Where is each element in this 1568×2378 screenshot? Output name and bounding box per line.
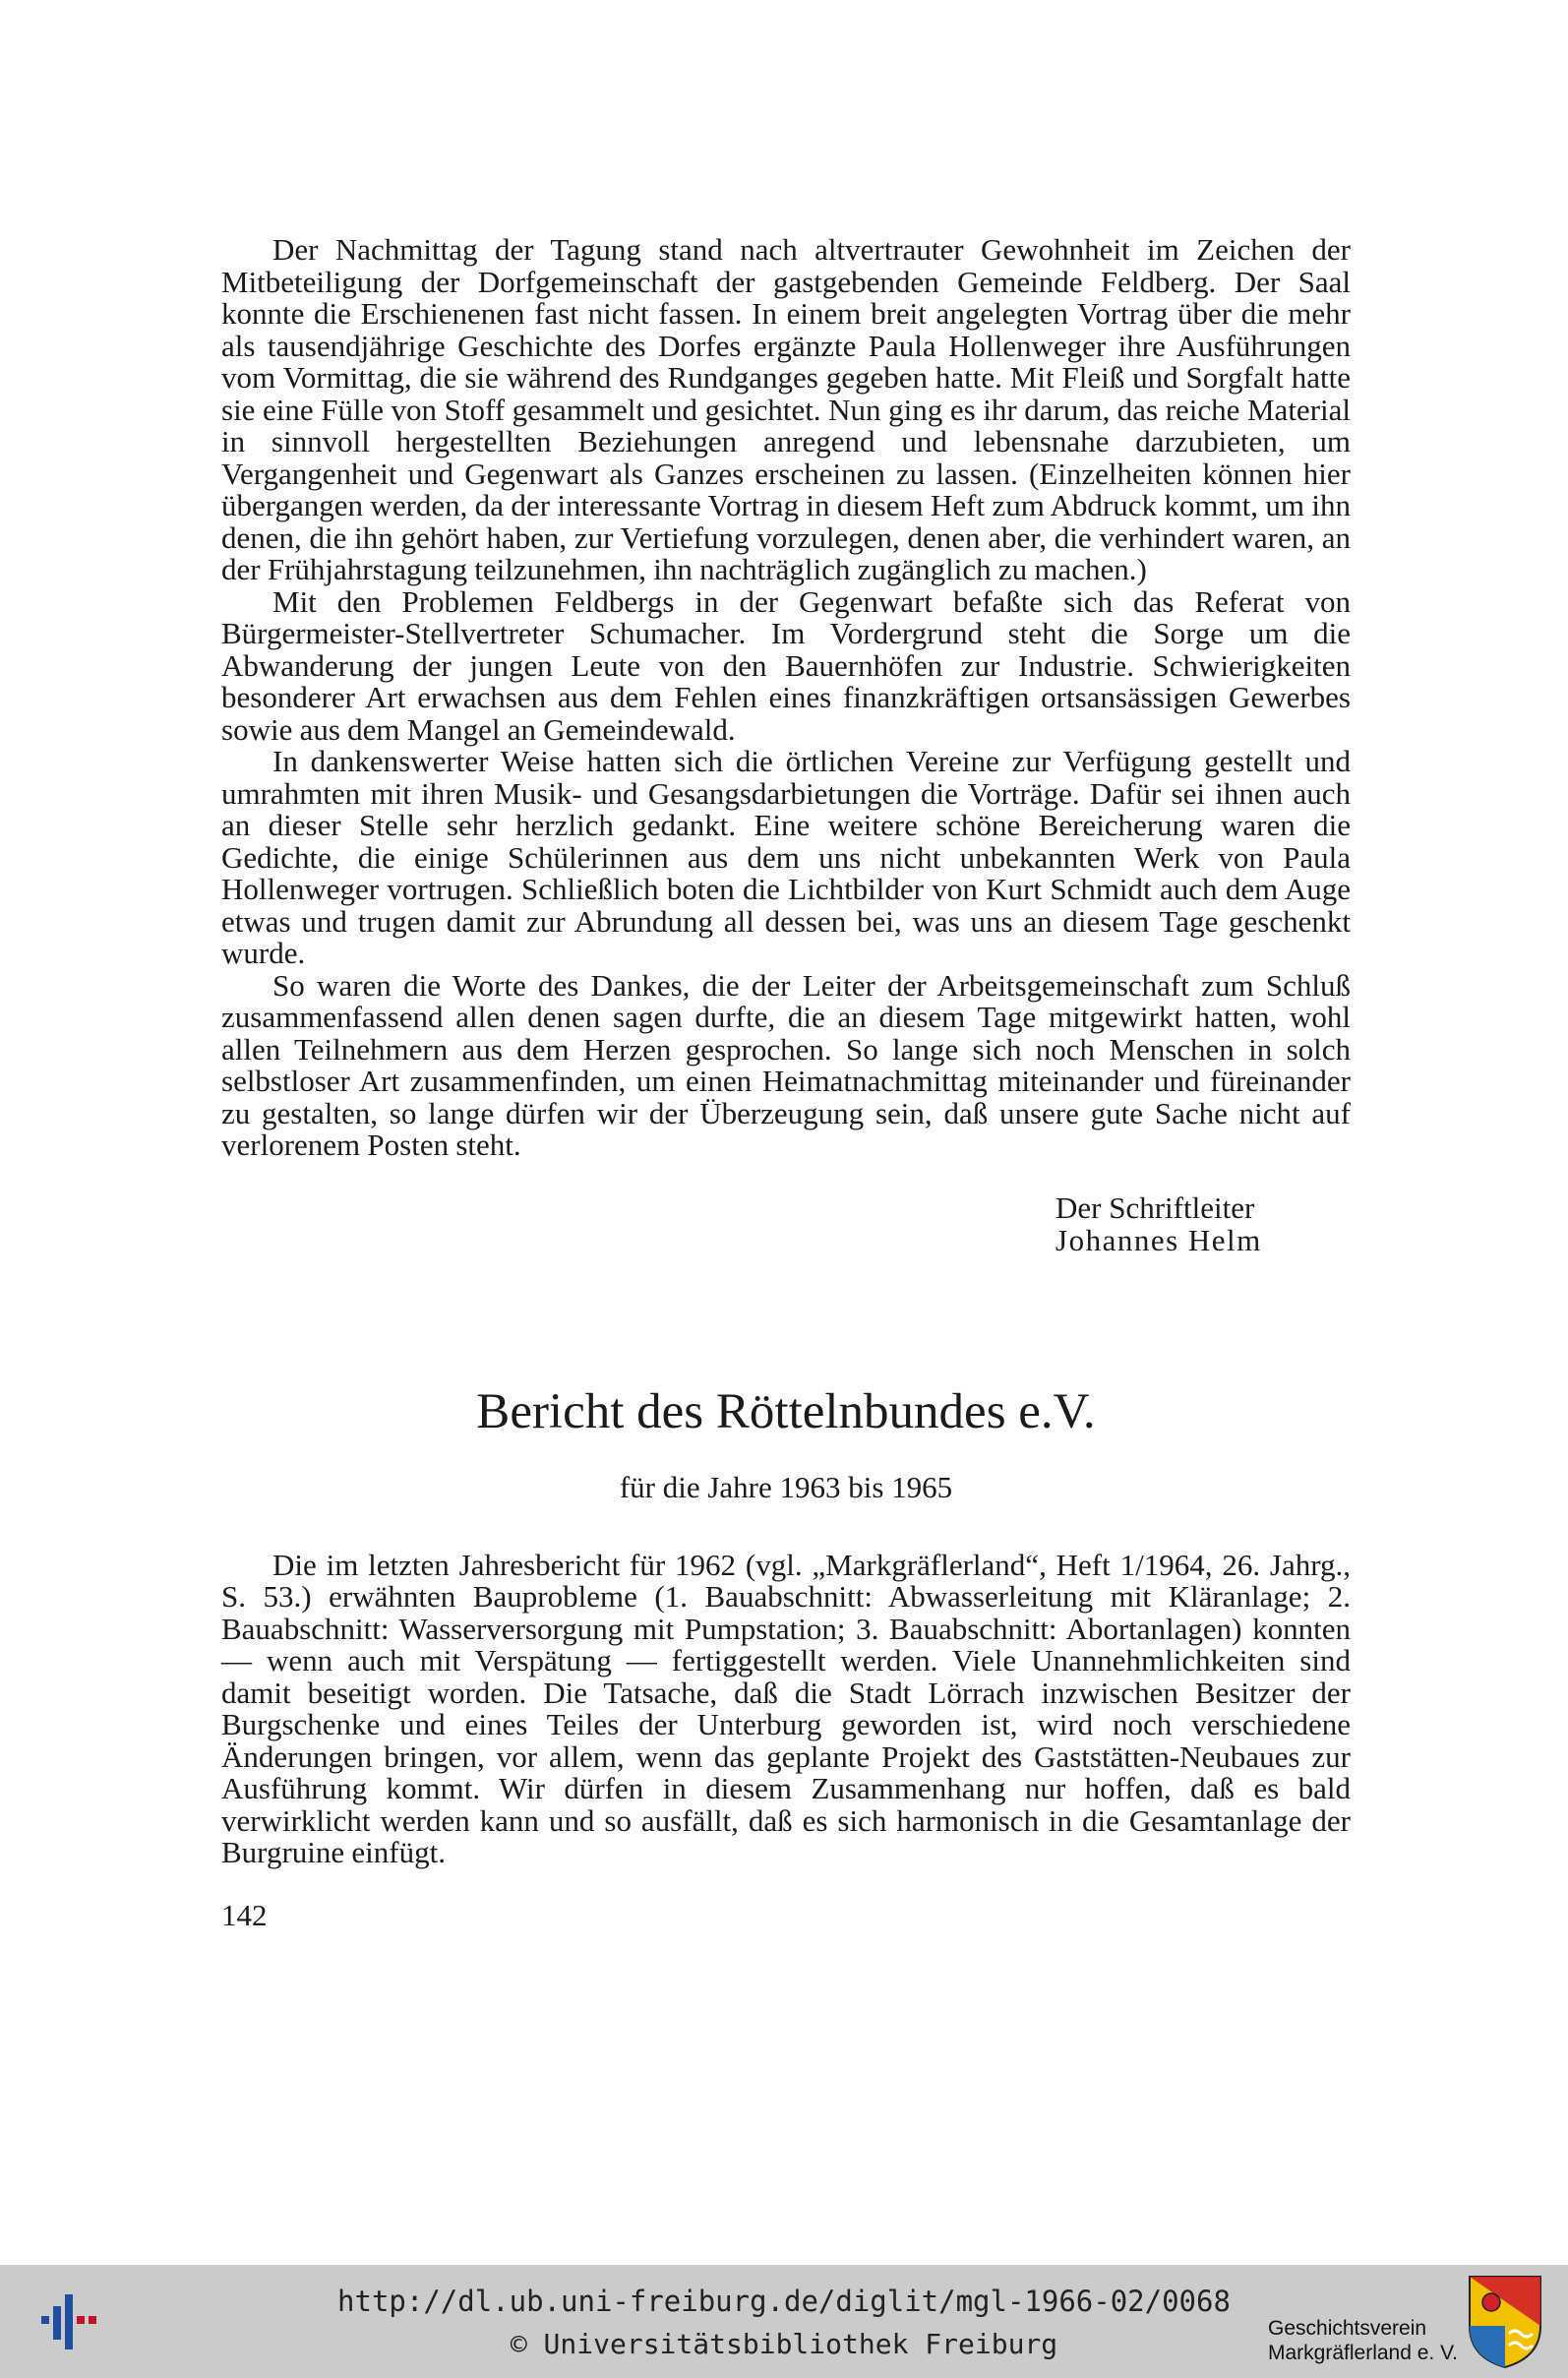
footer-organization [1268,2316,1458,2365]
article-body [221,1547,1351,1869]
report-paragraph-4: So waren die Worte des Dankes, die der Leiter der Arbeitsgemeinschaft zum Schluß zusammenfassend allen denen sagen durfte, die an diesem Tage mitgewirkt hatten, wohl allen Teilnehmern aus dem Herzen gesprochen. So lange sich noch Menschen in solch selbstloser Art zusammenfinden, um einen Heimatnachmittag miteinander und füreinander zu gestalten, so lange dürfen wir der Überzeugung sein, daß unsere gute Sache nicht auf verlorenem Posten steht. [221,967,1351,1162]
footer-org-line-2: Markgräflerland e. V. [1268,2342,1458,2364]
footer-org-line-1: Geschichtsverein [1268,2317,1427,2340]
report-paragraph-2: Mit den Problemen Feldbergs in der Gegenwart befaßte sich das Referat von Bürgermeister-Stellvertreter Schumacher. Im Vordergrund steht die Sorge um die Abwanderung der jungen Leute von den Bauernhöfen zur Industrie. Schwierigkeiten besonderer Art erwachsen aus dem Fehlen eines finanzkräftigen ortsansässigen Gewerbes sowie aus dem Mangel an Gemeindewald. [221,583,1351,747]
report-paragraph-1: Der Nachmittag der Tagung stand nach altvertrauter Gewohnheit im Zeichen der Mitbeteiligung der Dorfgemeinschaft der gastgebenden Gemeinde Feldberg. Der Saal konnte die Erschienenen fast nicht fassen. In einem breit angelegten Vortrag über die mehr als tausendjährige Geschichte des Dorfes ergänzte Paula Hollenweger ihre Ausführungen vom Vormittag, die sie während des Rundganges gegeben hatte. Mit Fleiß und Sorgfalt hatte sie eine Fülle von Stoff gesammelt und gesichtet. Nun ging es ihr darum, das reiche Material in sinnvoll hergestellten Beziehungen anregend und lebensnahe darzubieten, um Vergangenheit und Gegenwart als Ganzes erscheinen zu lassen. (Einzelheiten können hier übergangen werden, da der interessante Vortrag in diesem Heft zum Abdruck kommt, um ihn denen, die ihn gehört haben, zur Vertiefung vorzulegen, denen aber, die verhindert waren, an der Frühjahrstagung teilzunehmen, ihn nachträglich zugänglich zu machen.) [221,232,1351,586]
article-title: Bericht des Röttelnbundes e.V. [476,1383,1096,1439]
signature-block [1055,1191,1351,1256]
article-subtitle: für die Jahre 1963 bis 1965 [619,1469,953,1504]
coat-of-arms-icon [1466,2273,1544,2369]
footer-copyright: © Universitätsbibliothek Freiburg [510,2328,1058,2360]
page-content [221,234,1351,1932]
footer-bar [0,2265,1568,2378]
signature-role: Der Schriftleiter [1055,1189,1255,1225]
report-paragraph-3: In dankenswerter Weise hatten sich die örtlichen Vereine zur Verfügung gestellt und umrahmten mit ihren Musik- und Gesangsdarbietungen die Vorträge. Dafür sei ihnen auch an dieser Stelle sehr herzlich gedankt. Eine weitere schöne Bereicherung waren die Gedichte, die einige Schülerinnen aus dem uns nicht unbekannten Werk von Paula Hollenweger vortrugen. Schließlich boten die Lichtbilder von Kurt Schmidt auch dem Auge etwas und trugen damit zur Abrundung all dessen bei, was uns an diesem Tage geschenkt wurde. [221,744,1351,970]
article-paragraph-1: Die im letzten Jahresbericht für 1962 (vgl. „Markgräflerland“, Heft 1/1964, 26. Jahrg., S. 53.) erwähnten Bauprobleme (1. Bauabschnitt: Abwasserleitung mit Kläranlage; 2. Bauabschnitt: Wasserversorgung mit Pumpstation; 3. Bauabschnitt: Abortanlagen) konnten — wenn auch mit Verspätung — fertiggestellt werden. Viele Unannehmlichkeiten sind damit beseitigt worden. Die Tatsache, daß die Stadt Lörrach inzwischen Besitzer der Burgschenke und eines Teiles der Unterburg geworden ist, wird noch verschiedene Änderungen bringen, vor allem, wenn das geplante Projekt des Gaststätten-Neubaues zur Ausführung kommt. Wir dürfen in diesem Zusammenhang nur hoffen, daß es bald verwirklicht werden kann und so ausfällt, daß es sich harmonisch in die Gesamtanlage der Burgruine einfügt. [221,1547,1351,1869]
page-number: 142 [221,1897,268,1932]
signature-name: Johannes Helm [1055,1222,1262,1257]
footer-url-link[interactable]: http://dl.ub.uni-freiburg.de/diglit/mgl-1966-02/0068 [337,2285,1231,2318]
